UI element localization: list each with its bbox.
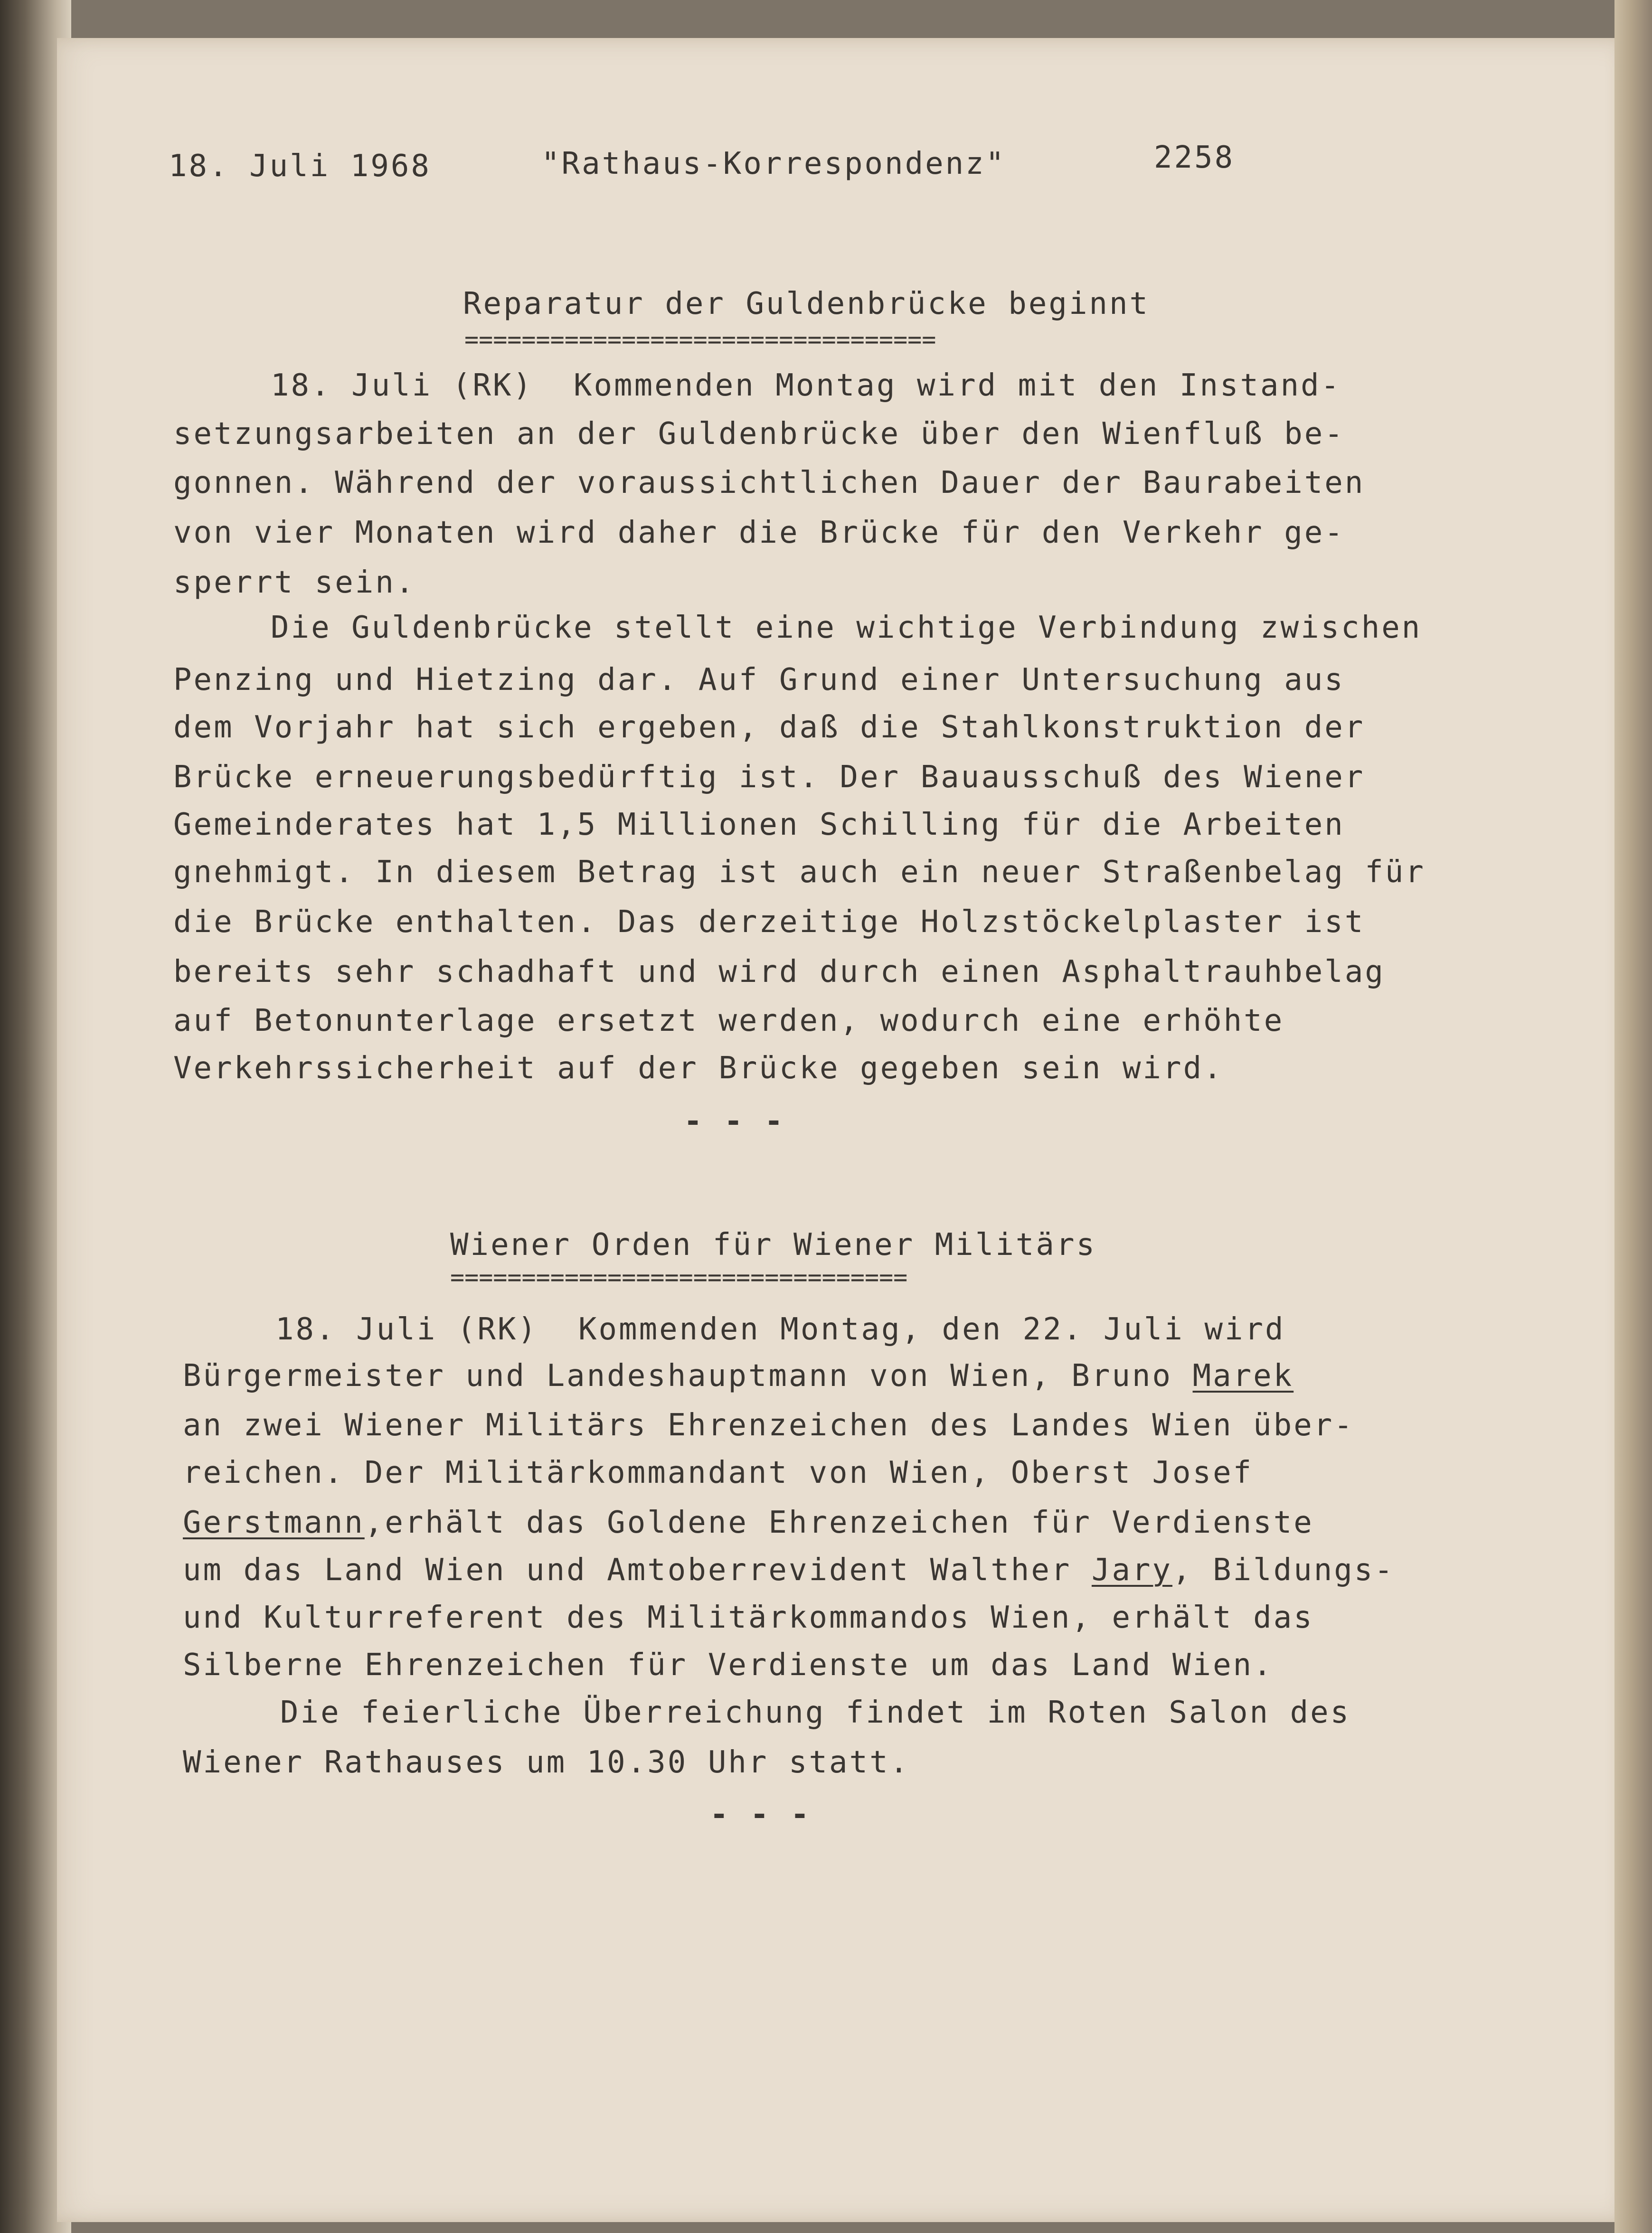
article1-line: Die Guldenbrücke stellt eine wichtige Verbindung zwischen bbox=[271, 610, 1422, 645]
article2-line-text: um das Land Wien und Amtoberrevident Walther bbox=[183, 1553, 1092, 1588]
article2-line: Die feierliche Überreichung findet im Roten Salon des bbox=[280, 1695, 1351, 1730]
article1-line: 18. Juli (RK) Kommenden Montag wird mit den Instand- bbox=[271, 368, 1341, 403]
name-jary: Jary bbox=[1091, 1553, 1173, 1588]
article2-line bbox=[183, 1553, 1395, 1588]
article1-line: von vier Monaten wird daher die Brücke für den Verkehr ge- bbox=[173, 515, 1345, 550]
article2-line: Silberne Ehrenzeichen für Verdienste um das Land Wien. bbox=[183, 1648, 1274, 1683]
article1-line: dem Vorjahr hat sich ergeben, daß die Stahlkonstruktion der bbox=[173, 710, 1365, 745]
article2-line bbox=[183, 1505, 1314, 1540]
article2-title-rule: ================================ bbox=[450, 1263, 908, 1291]
header-publication: "Rathaus-Korrespondenz" bbox=[541, 146, 1006, 181]
article1-line: bereits sehr schadhaft und wird durch einen Asphaltrauhbelag bbox=[173, 954, 1385, 989]
article1-line: die Brücke enthalten. Das derzeitige Holzstöckelplaster ist bbox=[173, 905, 1365, 940]
header-date: 18. Juli 1968 bbox=[169, 149, 431, 184]
article2-line: 18. Juli (RK) Kommenden Montag, den 22. Juli wird bbox=[275, 1312, 1285, 1347]
article1-line: Brücke erneuerungsbedürftig ist. Der Bauausschuß des Wiener bbox=[173, 760, 1365, 795]
article2-line: Wiener Rathauses um 10.30 Uhr statt. bbox=[183, 1745, 910, 1780]
article1-line: setzungsarbeiten an der Guldenbrücke über den Wienfluß be- bbox=[173, 416, 1345, 452]
article2-line-text: Bürgermeister und Landeshauptmann von Wien, Bruno bbox=[183, 1358, 1193, 1394]
article2-line: reichen. Der Militärkommandant von Wien, Oberst Josef bbox=[183, 1455, 1254, 1490]
article1-separator: - - - bbox=[684, 1104, 785, 1139]
article2-line-text: , Bildungs- bbox=[1172, 1553, 1395, 1588]
article1-line: gnehmigt. In diesem Betrag ist auch ein neuer Straßenbelag für bbox=[173, 855, 1425, 890]
article2-title: Wiener Orden für Wiener Militärs bbox=[450, 1227, 1096, 1263]
article2-line-text: ,erhält das Goldene Ehrenzeichen für Verdienste bbox=[364, 1505, 1314, 1540]
article1-title: Reparatur der Guldenbrücke beginnt bbox=[463, 286, 1150, 321]
article2-line: an zwei Wiener Militärs Ehrenzeichen des Landes Wien über- bbox=[183, 1408, 1354, 1443]
article1-line: sperrt sein. bbox=[173, 565, 416, 600]
name-gerstmann: Gerstmann bbox=[183, 1505, 365, 1540]
article1-line: auf Betonunterlage ersetzt werden, wodurch eine erhöhte bbox=[173, 1003, 1284, 1038]
page-edge bbox=[1614, 0, 1652, 2233]
article2-separator: - - - bbox=[710, 1797, 811, 1832]
article1-line: Penzing und Hietzing dar. Auf Grund einer Untersuchung aus bbox=[173, 662, 1345, 697]
article1-line: gonnen. Während der voraussichtlichen Dauer der Baurabeiten bbox=[173, 465, 1365, 500]
article2-line: und Kulturreferent des Militärkommandos Wien, erhält das bbox=[183, 1600, 1314, 1635]
header-page-number: 2258 bbox=[1154, 140, 1235, 175]
document-page bbox=[57, 38, 1624, 2222]
article1-line: Gemeinderates hat 1,5 Millionen Schilling für die Arbeiten bbox=[173, 807, 1345, 842]
article2-line bbox=[183, 1358, 1294, 1394]
name-marek: Marek bbox=[1192, 1358, 1294, 1394]
article1-title-rule: ================================= bbox=[464, 326, 936, 353]
article1-line: Verkehrssicherheit auf der Brücke gegeben sein wird. bbox=[173, 1051, 1224, 1086]
